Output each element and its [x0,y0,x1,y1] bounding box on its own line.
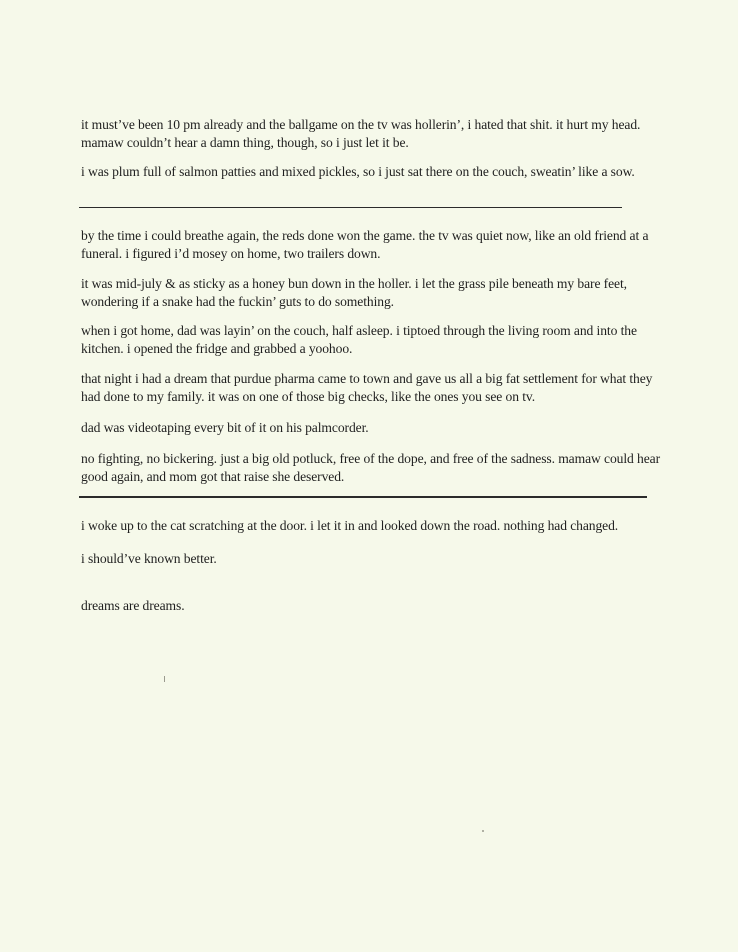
section-divider-thick [79,496,647,498]
paragraph-6: that night i had a dream that purdue pharma came to town and gave us all a big fat settlement for what they had done to my family. it was on one of those big checks, like the ones you see on tv. [81,371,653,404]
paragraph-9: i woke up to the cat scratching at the door. i let it in and looked down the road. nothing had changed. [81,518,619,533]
scan-speck [482,830,484,832]
section-divider-thin [79,207,622,208]
scan-speck [164,676,165,682]
paragraph-11: dreams are dreams. [81,598,185,613]
paragraph-10: i should’ve known better. [81,551,217,566]
paragraph-3: by the time i could breathe again, the reds done won the game. the tv was quiet now, like an old friend at a funeral. i figured i’d mosey on home, two trailers down. [81,228,649,261]
paragraph-2: i was plum full of salmon patties and mixed pickles, so i just sat there on the couch, sweatin’ like a sow. [81,164,635,179]
paragraph-4: it was mid-july & as sticky as a honey bun down in the holler. i let the grass pile beneath my bare feet, wondering if a snake had the fuckin’ guts to do something. [81,276,627,309]
paragraph-1: it must’ve been 10 pm already and the ballgame on the tv was hollerin’, i hated that shit. it hurt my head. mamaw couldn’t hear a damn thing, though, so i just let it be. [81,117,641,150]
paragraph-5: when i got home, dad was layin’ on the couch, half asleep. i tiptoed through the living room and into the kitchen. i opened the fridge and grabbed a yoohoo. [81,323,637,356]
paragraph-7: dad was videotaping every bit of it on his palmcorder. [81,420,369,435]
paragraph-8: no fighting, no bickering. just a big old potluck, free of the dope, and free of the sadness. mamaw could hear good again, and mom got that raise she deserved. [81,451,661,484]
